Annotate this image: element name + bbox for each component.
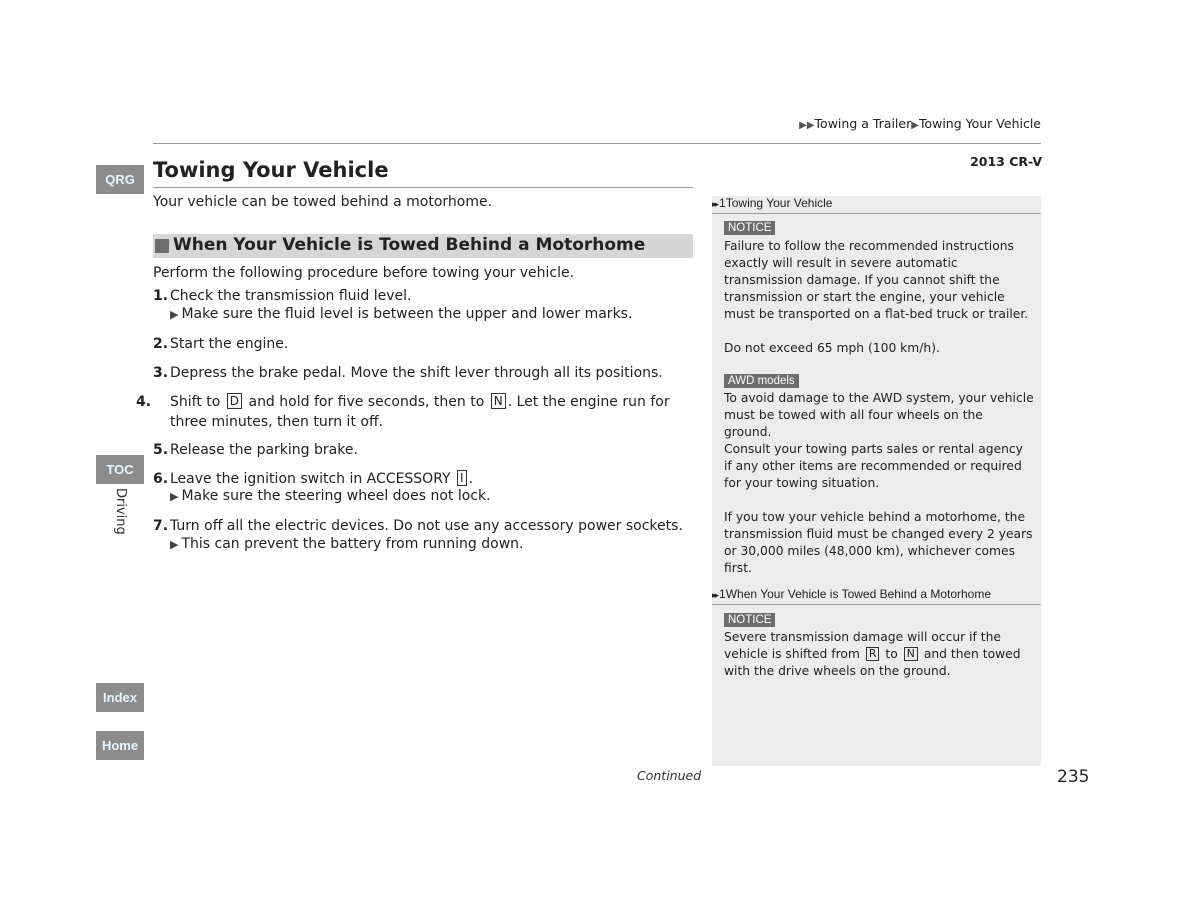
- step-note-text: Make sure the fluid level is between the upper and lower marks.: [181, 306, 633, 322]
- qrg-tab[interactable]: QRG: [96, 165, 144, 194]
- square-bullet-icon: [155, 239, 169, 253]
- procedure-intro: Perform the following procedure before towing your vehicle.: [153, 265, 575, 281]
- notice-text: Failure to follow the recommended instructions exactly will result in severe automatic transmission damage. If you cannot shift the transmission or start the engine, your vehicle must be transported on a flat-bed truck or trailer.: [724, 239, 1029, 321]
- gear-d-key: D: [227, 393, 242, 409]
- step-number: 6.: [153, 471, 169, 487]
- breadcrumb-arrow-icon: ▶: [911, 120, 919, 131]
- intro-text: Your vehicle can be towed behind a motorhome.: [153, 194, 493, 210]
- step-text: Start the engine.: [170, 336, 289, 352]
- step-6: [153, 469, 693, 489]
- step-number: 1.: [153, 288, 169, 304]
- consult-text: Consult your towing parts sales or rental agency if any other items are recommended or required for your towing situation.: [724, 442, 1023, 490]
- model-label: 2013 CR-V: [970, 154, 1042, 169]
- step-text: .: [468, 471, 474, 487]
- fluid-change-text: If you tow your vehicle behind a motorhome, the transmission fluid must be changed every 2 years or 30,000 miles (48,000 km), whichever comes first.: [724, 510, 1033, 575]
- speed-limit-text: Do not exceed 65 mph (100 km/h).: [724, 341, 940, 355]
- step-4: [136, 392, 693, 432]
- step-7-note: [170, 536, 524, 552]
- step-1: [153, 286, 693, 306]
- step-text: Check the transmission fluid level.: [170, 288, 412, 304]
- continued-label: Continued: [637, 768, 702, 783]
- step-text: Depress the brake pedal. Move the shift lever through all its positions.: [170, 365, 663, 381]
- step-2: [153, 334, 693, 354]
- sidebar-heading-text: When Your Vehicle is Towed Behind a Motorhome: [725, 587, 992, 601]
- warning-text: to: [885, 647, 898, 661]
- sidebar-heading-text: Towing Your Vehicle: [725, 196, 833, 210]
- breadcrumb-item-towing-vehicle[interactable]: Towing Your Vehicle: [918, 116, 1041, 131]
- gear-n-key: N: [491, 393, 506, 409]
- step-number: 7.: [153, 518, 169, 534]
- step-text: and hold for five seconds, then to: [248, 394, 485, 410]
- sidebar-heading-motorhome[interactable]: [712, 587, 1041, 605]
- step-number: 2.: [153, 336, 169, 352]
- step-7: [153, 516, 693, 536]
- step-6-note: [170, 488, 491, 504]
- step-text: Leave the ignition switch in ACCESSORY: [170, 471, 451, 487]
- step-text: . Let the engine run for three minutes, then turn it off.: [170, 394, 670, 430]
- page-title: Towing Your Vehicle: [153, 158, 389, 182]
- step-note-text: Make sure the steering wheel does not lock.: [181, 488, 491, 504]
- step-note-text: This can prevent the battery from running down.: [181, 536, 524, 552]
- toc-tab[interactable]: TOC: [96, 455, 144, 484]
- home-tab[interactable]: Home: [96, 731, 144, 760]
- index-tab[interactable]: Index: [96, 683, 144, 712]
- section-side-label: [106, 488, 136, 538]
- step-1-note: [170, 306, 632, 322]
- arrow-right-icon: ▶: [170, 538, 179, 551]
- sidebar-heading-towing[interactable]: [712, 196, 1041, 214]
- warning-text: Severe transmission damage will occur if the vehicle is shifted from: [724, 630, 1001, 661]
- notice-badge: NOTICE: [724, 221, 775, 235]
- breadcrumb-arrow-icon: ▶▶: [799, 120, 815, 131]
- warning-text: and then towed with the drive wheels on the ground.: [724, 647, 1021, 678]
- gear-r-key: R: [866, 647, 880, 661]
- section-title: When Your Vehicle is Towed Behind a Motorhome: [173, 235, 646, 255]
- transmission-warning-text: [724, 629, 1034, 680]
- double-arrow-icon: ▸▸: [712, 590, 718, 600]
- step-number: 3.: [153, 365, 169, 381]
- step-number: 4.: [136, 394, 152, 410]
- gear-n-key: N: [904, 647, 918, 661]
- header-divider: [153, 143, 1041, 144]
- arrow-right-icon: ▶: [170, 308, 179, 321]
- step-text: Release the parking brake.: [170, 442, 358, 458]
- ref-number: 1: [719, 587, 726, 601]
- page-number: 235: [1057, 767, 1090, 787]
- step-text: Shift to: [170, 394, 221, 410]
- ref-number: 1: [719, 196, 726, 210]
- notice-badge: NOTICE: [724, 613, 775, 627]
- breadcrumb: [799, 116, 1041, 131]
- double-arrow-icon: ▸▸: [712, 199, 718, 209]
- awd-text: To avoid damage to the AWD system, your vehicle must be towed with all four wheels on the ground.: [724, 391, 1034, 439]
- step-text: Turn off all the electric devices. Do not use any accessory power sockets.: [170, 518, 683, 534]
- section-side-label-text: Driving: [113, 488, 128, 535]
- arrow-right-icon: ▶: [170, 490, 179, 503]
- step-number: 5.: [153, 442, 169, 458]
- step-3: [153, 363, 693, 383]
- awd-models-badge: AWD models: [724, 374, 799, 388]
- title-divider: [153, 187, 693, 188]
- breadcrumb-item-towing-trailer[interactable]: Towing a Trailer: [814, 116, 912, 131]
- ignition-accessory-key: I: [457, 470, 467, 486]
- step-5: [153, 440, 693, 460]
